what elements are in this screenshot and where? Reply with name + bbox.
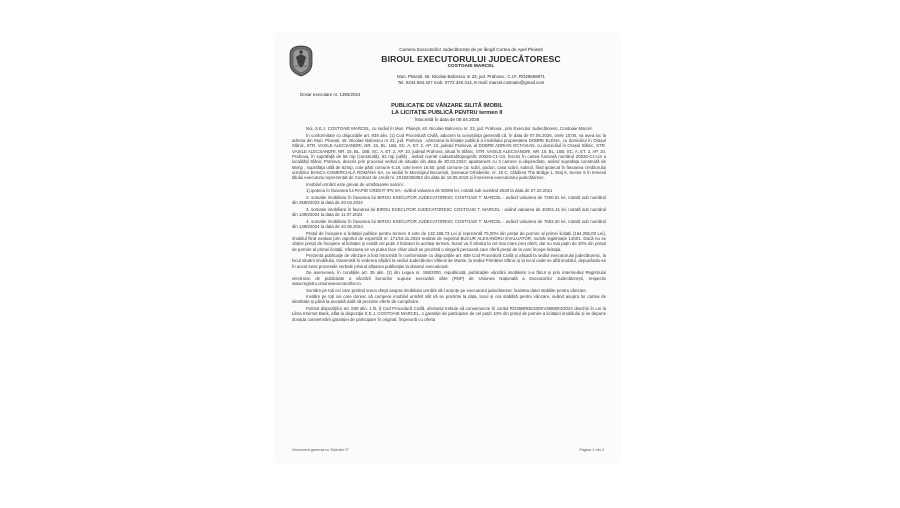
paragraph: Prezenta publicație de vânzare a fost întocmită în conformitate cu dispozițiile art. 839 Cod Procedură Civilă și afișată la sediul executorului judecătoresc, la locul situării imobilului, transmisă în vederea afișării la sediul Judecătoriei Vălenii de Munte, la sediul Primăriei Slănic și la locul unde se află imobilul, depunându-se în acest sens procesele verbale privind afișarea publicației la dosarul executional. bbox=[292, 253, 606, 269]
paragraph: 2. somatie imobiliara în favoarea lui BIROU EXECUTOR JUDECATORESC COSTOAIE T. MARCEL - având valoarea de 7290.51 lei, notată sub numărul din 2580/2023 la data de 20.04.2024 bbox=[292, 194, 606, 206]
paragraph: Potrivit dispozițiilor art. 839 alin. 1 lit. l) Cod Procedură Civilă, ofertanții trebuie să consemneze în contul RO36BRDE300SV36880023024 deschis în Lei la Libra Internet Bank, aflat la dispoziția S.E.J. COSTOAIE MARCEL, o garanție de participare de cel puțin 10% din prețul de pornire a licitației imobilului și se depune dovada consemnării garanției de participare în original, împreună cu oferta bbox=[292, 305, 606, 322]
paragraph: Imobilul urmărit este grevat de următoarele sarcini: bbox=[306, 181, 404, 187]
document-subtitle: LA LICITAȚIE PUBLICĂ PENTRU termen II bbox=[391, 110, 503, 116]
document-title: PUBLICAȚIE DE VÂNZARE SILITĂ IMOBIL bbox=[391, 103, 503, 109]
paragraph: 1) ipoteca în favoarea lui RAPID CREDIT IFN SA - având valoarea de 60000 lei, notată sub numărul 2630 la data de 27.10.2021 bbox=[306, 188, 553, 194]
office-title: BIROUL EXECUTORULUI JUDECĂTORESC bbox=[381, 54, 561, 64]
chamber-line: Camera Executorilor Judecătorești de pe lângă Curtea de Apel Ploiești bbox=[399, 47, 543, 52]
page-number: Pagina 1 din 2 bbox=[579, 447, 604, 452]
paragraph: 3. somatie imobiliara în favoarea lui BIROU EXECUTOR JUDECATORESC COSTOAIE T. MARCEL - având valoarea de 40351.41 lei, notată sub numărul din 1390/2024 la data de 11.07.2024 bbox=[292, 206, 606, 218]
document-page bbox=[274, 34, 620, 462]
executor-name: COSTOAIE MARCEL bbox=[447, 64, 495, 69]
case-number: Dosar executare nr. 1390/2024 bbox=[300, 92, 361, 97]
office-address: Mun. Ploiești, str. Nicolae Balcescu nr 23, jud. Prahova , C.I.F. RO28659971 bbox=[397, 74, 545, 79]
paragraph: Somăm pe toți cei care pretind vreun drept asupra imobilului urmărit să-l anunțe pe executorul judecătoresc înaintea datei stabilite pentru vânzare. bbox=[306, 287, 588, 293]
office-contact: Tel. 0244.594.327 mob. 0772.340.314, E-mail: marcel.costoaie@gmail.com bbox=[397, 80, 545, 85]
paragraph: Noi, S.E.J. COSTOAIE MARCEL, cu sediul în Mun. Ploiești, str. Nicolae Balcescu nr. 23, jud. Prahova , prin Executor Judecătoresc, Costoaie Marcel. bbox=[306, 126, 593, 131]
coat-of-arms-logo bbox=[286, 44, 316, 78]
document-date: întocmită în data de 09.04.2026 bbox=[414, 117, 480, 122]
paragraph: De asemenea, în condițiile art. 35 alin. (2) din Legea nr. 188/2000, republicată, publicațiile vânzării imobilelor s-a făcut și prin intermediul Registrului electronic de publicitate a vânzării bunurilor supuse executării silite (RNP) de Uniunea Națională a Executorilor Judecătorești, respectiv www.registru.uniuneaexecutorilor.ro. bbox=[292, 270, 606, 286]
paragraph: Invităm pe toți cei care doresc să cumpere imobilul urmărit silit să se prezinte la data, locul și ora stabilită pentru vânzare, având asupra lor cartea de identitate și până la această dată să prezinte oferte de cumpărare. bbox=[292, 294, 606, 305]
paragraph: Prețul de începere a licitației publice pentru termen II este de 132.188,73 Lei și reprezintă 75,00% din prețul de pornire al primei licitații (164.255,00 Lei), imobilul fiind evaluat prin raportul de expertiză nr. 171/16.11.2024 realizat de expertul BUCUR ALEXANDRU EVALUATOR, număr legitimație 14001. Dacă nu se obține prețul de începere al licitației și există cel puțin 2 licitatori la același termen, bunul va fi vândut la cel mai mare preț oferit, dar nu mai puțin de 30% din prețul de pornire al primei licitații. Vânzarea se va putea face chiar dacă se prezintă o singură persoană care oferă prețul de la care începe licitația. bbox=[292, 230, 606, 252]
paragraph: 4. somatie imobiliara în favoarea lui BIROU EXECUTOR JUDECATORESC COSTOAIE T. MARCEL - având valoarea de 7653.20 lei, notată sub numărul din 1390/2024 la data de 20.06.2024. bbox=[292, 218, 606, 229]
document-body bbox=[292, 126, 606, 438]
paragraph: În conformitate cu dispozițiile art. 838 alin. (1) Cod Procedură Civilă, aducem la cunoștința generală că, în data de 07.05.2026, orele 10:00, va avea loc la adresa din Mun. Ploiești, str. Nicolae Balcescu nr 23, jud. Prahova , vânzarea la licitație publică a imobilului proprietatea DOBRE ELENA, cu domiciliul în Orașul Slănic, STR. VASILE ALECSANDRI, NR. 15, BL. 16B, SC. A, ET. 2, AP. 10, județul Prahova, al DOBRE ADRIAN OCTAVIAN, cu domiciliul în Orașul Slănic, STR. VASILE ALECSANDRI, NR. 15, BL. 16B, SC. A, ET. 2, AP. 10, județul Prahova, situat în Slănic, STR. VASILE ALECSANDRI, NR. 15, BL. 16B, SC. A, ET. 2, AP. 10, Prahova, în suprafață de 56 mp (construită), 62 mp (utilă) , având număr cadastral/topografic 20026-C1-U3, înscris în cartea funciară numărul 20026-C1-U3 a localității Slănic Prahova, descris prin procesul verbal de situație din data de 30.03.2024: apartament cu 3 camere și dependințe, având suprafața construită de 56mp , suprafața utilă de 62mp, cote părți comune 6.18, cote teren 16.50, parți comune ca: scări, poduri, casa scării, subsol, fiind ipotecat în favoarea creditorului urmăritor BANCA COMERCIALĂ ROMÂNĂ SA, cu sediul în Municipiul București, Șoseaua Orhideelor, nr. 15 C, Clădirea The Bridge 1, Etaj 6, Sector 6 în temeiul titlului executoriu reprezentat de Contract de credit nr. 20182335352 din data de 16.05.2018 și înscrierea executorului judecătoresc. bbox=[292, 132, 606, 181]
footer-generator: Document generat cu Solicitor IT bbox=[292, 447, 349, 452]
